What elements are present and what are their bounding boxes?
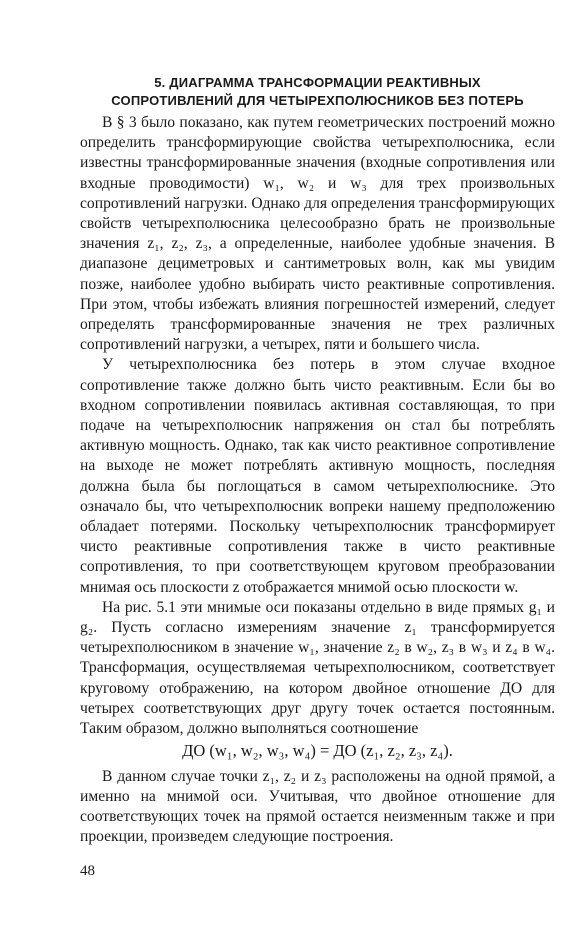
cross-ratio-formula: ДО (w₁, w₂, w₃, w₄) = ДО (z₁, z₂, z₃, z₄). <box>182 741 453 761</box>
paragraph-4: В данном случае точки z₁, z₂ и z₃ расположены на одной прямой, а именно на мнимой оси. Учитывая, что двойное отношение для соответствующих точек на прямой остается неизменным также и при проекции, произведем следующие построения. <box>80 767 555 846</box>
section-heading-line-1: 5. ДИАГРАММА ТРАНСФОРМАЦИИ РЕАКТИВНЫХ <box>154 75 481 90</box>
page-number: 48 <box>80 863 95 879</box>
paragraph-1: В § 3 было показано, как путем геометрических построений можно определить трансформирующие свойства четырехполюсника, если известны трансформированные значения (входные сопротивления или входные проводимости) w₁, w₂ и w₃ для трех произвольных сопротивлений нагрузки. Однако для определения трансформирующих свойств четырехполюсника целесообразно брать не произвольные значения z₁, z₂, z₃, а определенные, наиболее удобные значения. В диапазоне дециметровых и сантиметровых волн, как мы увидим позже, наиболее удобно выбирать чисто реактивные сопротивления. При этом, чтобы избежать влияния погрешностей измерений, следует определять трансформированные значения не трех различных сопротивлений нагрузки, а четырех, пяти и большего числа. <box>80 114 555 354</box>
section-heading <box>80 74 555 110</box>
paragraph-3: На рис. 5.1 эти мнимые оси показаны отдельно в виде прямых g₁ и g₂. Пусть согласно измерениям значение z₁ трансформируется четырехполюсником в значение w₁, значение z₂ в w₂, z₃ в w₃ и z₄ в w₄. Трансформация, осуществляемая четырехполюсником, соответствует круговому отображению, на котором двойное отношение ДО для четырех соответствующих друг другу точек остается постоянным. Таким образом, должно выполняться соотношение <box>80 598 555 738</box>
paragraph-2: У четырехполюсника без потерь в этом случае входное сопротивление также должно быть чисто реактивным. Если бы во входном сопротивлении появилась активная составляющая, то при подаче на четырехполюсник напряжения он стал бы потреблять активную мощность. Однако, так как чисто реактивное сопротивление на выходе не может потреблять активную мощность, последняя должна была бы поглощаться в самом четырехполюснике. Это означало бы, что четырехполюсник вопреки нашему предположению обладает потерями. Поскольку четырехполюсник трансформирует чисто реактивные сопротивления также в чисто реактивные сопротивления, то при соответствующем круговом преобразовании мнимая ось плоскости z отображается мнимой осью плоскости w. <box>80 356 555 596</box>
section-heading-line-2: СОПРОТИВЛЕНИЙ ДЛЯ ЧЕТЫРЕХПОЛЮСНИКОВ БЕЗ ПОТЕРЬ <box>111 93 524 108</box>
